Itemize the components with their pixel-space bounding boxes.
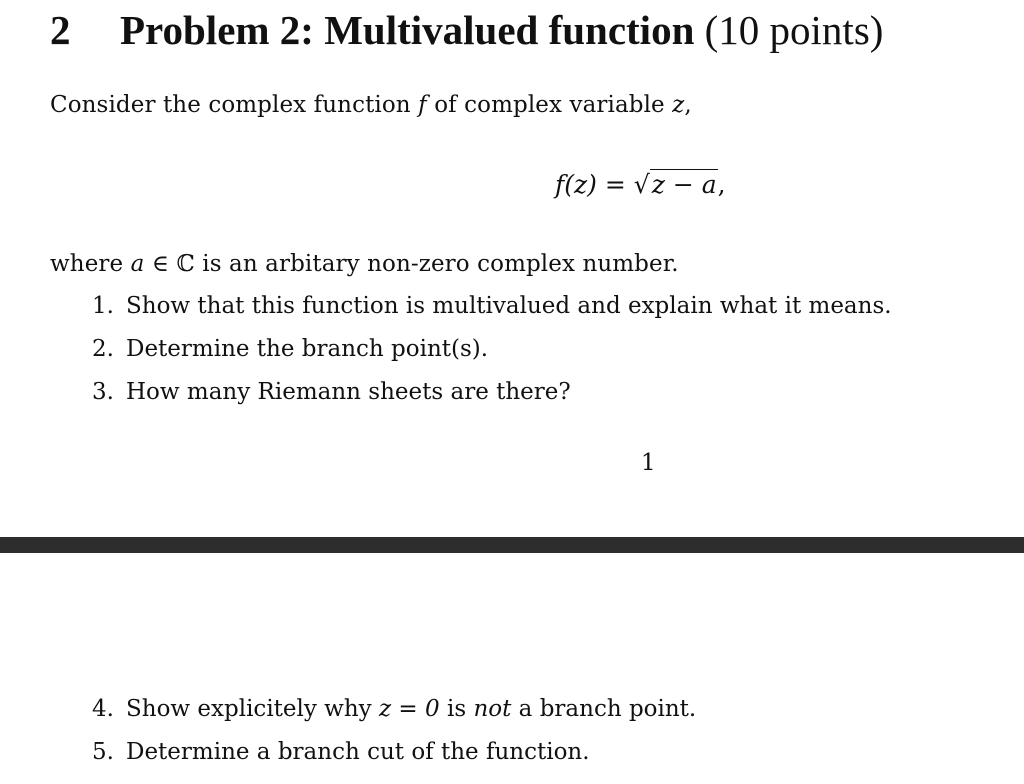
item-number: 1. bbox=[92, 293, 114, 319]
equation bbox=[555, 168, 726, 202]
intro-text-2: of complex variable bbox=[434, 92, 665, 118]
page-number: 1 bbox=[641, 450, 656, 476]
list-item bbox=[92, 328, 892, 371]
sqrt-symbol: √ bbox=[633, 170, 650, 199]
math-f: f bbox=[418, 92, 427, 118]
list-item bbox=[92, 285, 892, 328]
equation-lhs: f(z) bbox=[555, 170, 597, 199]
item-text-is: is bbox=[446, 696, 467, 722]
element-of-symbol: ∈ bbox=[151, 251, 170, 277]
item-text: How many Riemann sheets are there? bbox=[126, 379, 571, 405]
item-text-after: a branch point. bbox=[518, 696, 697, 722]
section-title: Problem 2: Multivalued function bbox=[120, 7, 695, 53]
intro-comma: , bbox=[684, 92, 692, 118]
item-number: 3. bbox=[92, 379, 114, 405]
question-list bbox=[92, 285, 892, 414]
item-text: Determine the branch point(s). bbox=[126, 336, 489, 362]
intro-paragraph bbox=[50, 90, 692, 120]
page-2 bbox=[0, 553, 1024, 784]
equation-radicand: z − a bbox=[651, 170, 717, 199]
equation-equals: = bbox=[604, 170, 626, 199]
item-text: Determine a branch cut of the function. bbox=[126, 739, 590, 765]
math-a: a bbox=[130, 251, 145, 277]
math-z-equals-zero: z = 0 bbox=[379, 696, 440, 722]
list-item bbox=[92, 731, 696, 774]
item-text: Show explicitely why bbox=[126, 696, 372, 722]
section-heading bbox=[50, 6, 883, 54]
complex-set-symbol: ℂ bbox=[176, 251, 195, 277]
item-text: Show that this function is multivalued and explain what it means. bbox=[126, 293, 892, 319]
where-paragraph bbox=[50, 249, 679, 279]
item-number: 5. bbox=[92, 739, 114, 765]
list-item bbox=[92, 371, 892, 414]
math-z: z bbox=[672, 92, 685, 118]
page-divider bbox=[0, 537, 1024, 553]
item-number: 4. bbox=[92, 696, 114, 722]
section-number: 2 bbox=[50, 7, 71, 53]
where-text: where bbox=[50, 251, 124, 277]
intro-text: Consider the complex function bbox=[50, 92, 411, 118]
section-points: (10 points) bbox=[704, 7, 884, 53]
item-number: 2. bbox=[92, 336, 114, 362]
question-list-continued bbox=[92, 688, 696, 774]
where-rest: is an arbitary non-zero complex number. bbox=[202, 251, 679, 277]
emphasis-not: not bbox=[473, 696, 512, 722]
equation-comma: , bbox=[717, 170, 726, 199]
list-item bbox=[92, 688, 696, 731]
